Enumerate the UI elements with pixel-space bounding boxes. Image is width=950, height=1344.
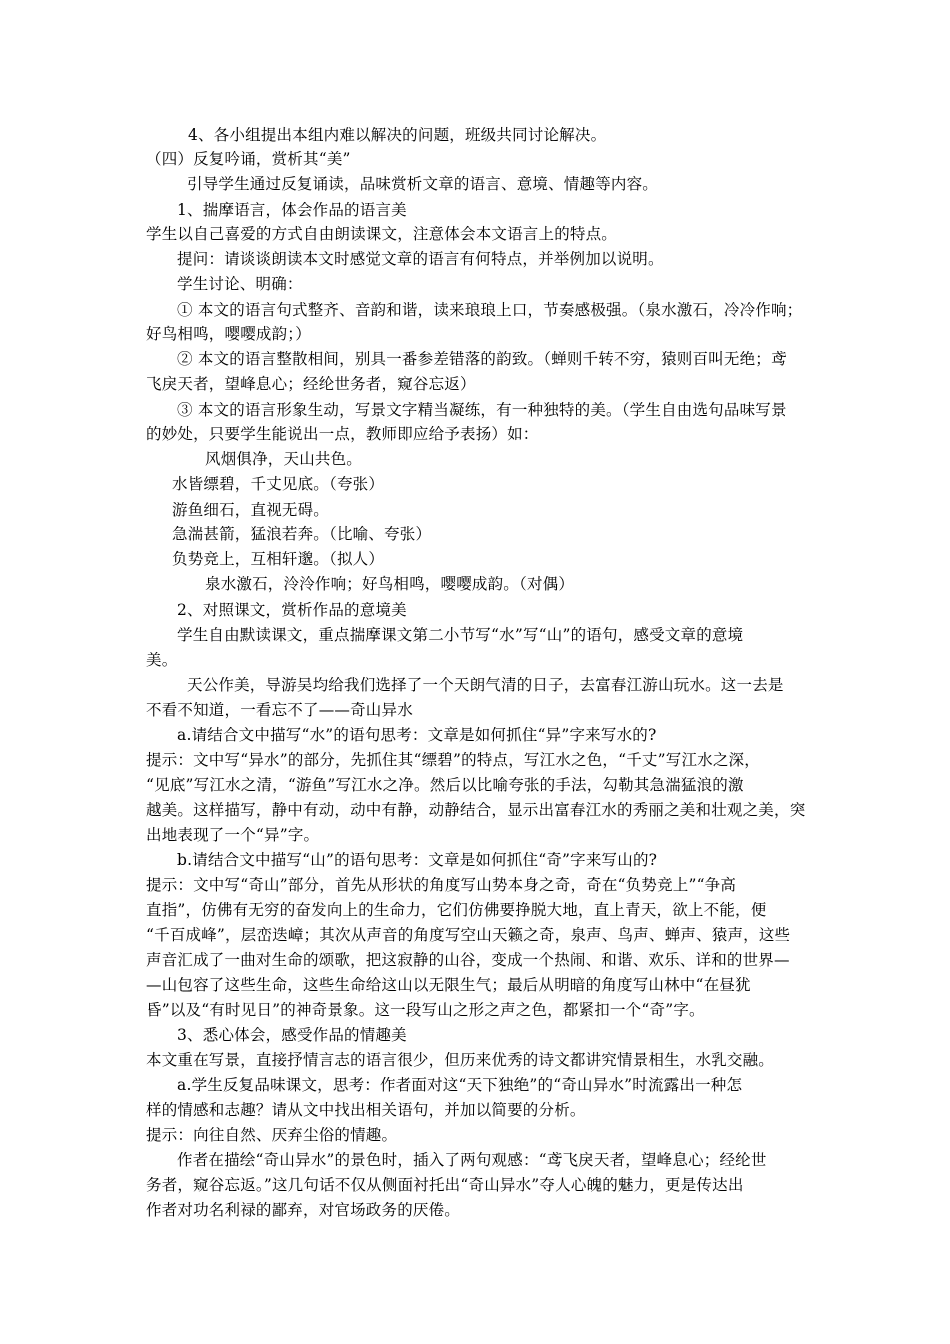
text-line: 提问：请谈谈朗读本文时感觉文章的语言有何特点，并举例加以说明。 (177, 250, 664, 268)
text-line: 越美。这样描写，静中有动，动中有静，动静结合，显示出富春江水的秀丽之美和壮观之美，突 (146, 801, 806, 819)
text-line: “见底”写江水之清，“游鱼”写江水之净。然后以比喻夸张的手法，勾勒其急湍猛浪的激 (146, 776, 744, 794)
example-line: 水皆缥碧，千丈见底。（夸张） (172, 475, 385, 493)
text-line: 作者在描绘“奇山异水”的景色时，插入了两句观感：“鸢飞戾天者，望峰息心；经纶世 (177, 1151, 767, 1169)
text-line: 本文重在写景，直接抒情言志的语言很少，但历来优秀的诗文都讲究情景相生，水乳交融。 (146, 1051, 775, 1069)
text-line: 的妙处，只要学生能说出一点，教师即应给予表扬）如： (146, 425, 539, 443)
text-line: 飞戾天者，望峰息心；经纶世务者，窥谷忘返） (146, 375, 476, 393)
text-line: 直指”，仿佛有无穷的奋发向上的生命力，它们仿佛要挣脱大地，直上青天，欲上不能，便 (146, 901, 767, 919)
text-line: 不看不知道，一看忘不了——奇山异水 (146, 701, 413, 719)
text-line: 声音汇成了一曲对生命的颂歌，把这寂静的山谷，变成一个热闹、和谐、欢乐、详和的世界— (146, 951, 790, 969)
text-line: 好鸟相鸣，嘤嘤成韵；） (146, 325, 311, 343)
example-line: 泉水激石，泠泠作响；好鸟相鸣，嘤嘤成韵。（对偶） (205, 575, 575, 593)
text-line: 务者，窥谷忘返。”这几句话不仅从侧面衬托出“奇山异水”夺人心魄的魅力，更是传达出 (146, 1176, 744, 1194)
text-line: “千百成峰”，层峦迭嶂；其次从声音的角度写空山天籁之奇，泉声、鸟声、蝉声、猿声，这些 (146, 926, 791, 944)
text-line: ③ 本文的语言形象生动，写景文字精当凝练，有一种独特的美。（学生自由选句品味写景 (177, 401, 787, 419)
text-line: 学生以自己喜爱的方式自由朗读课文，注意体会本文语言上的特点。 (146, 225, 618, 243)
subsection-heading: 1、揣摩语言，体会作品的语言美 (177, 201, 407, 219)
example-line: 急湍甚箭，猛浪若奔。（比喻、夸张） (172, 525, 432, 543)
text-line: 引导学生通过反复诵读，品味赏析文章的语言、意境、情趣等内容。 (187, 175, 659, 193)
text-line: 4、各小组提出本组内难以解决的问题，班级共同讨论解决。 (188, 126, 607, 144)
text-line: 提示：文中写“奇山”部分，首先从形状的角度写山势本身之奇，奇在“负势竞上”“争高 (146, 876, 737, 894)
question-line: a.请结合文中描写“水”的语句思考：文章是如何抓住“异”字来写水的? (177, 726, 657, 744)
text-line: 昏”以及“有时见日”的神奇景象。这一段写山之形之声之色，都紧扣一个“奇”字。 (146, 1001, 705, 1019)
example-line: 游鱼细石，直视无碍。 (172, 501, 330, 519)
text-line: 学生自由默读课文，重点揣摩课文第二小节写“水”写“山”的语句，感受文章的意境 (177, 626, 744, 644)
text-line: 提示：向往自然、厌弃尘俗的情趣。 (146, 1126, 398, 1144)
text-line: 出地表现了一个“异”字。 (146, 826, 320, 844)
question-line: a.学生反复品味课文，思考：作者面对这“天下独绝”的“奇山异水”时流露出一种怎 (177, 1076, 743, 1094)
text-line: —山包容了这些生命，这些生命给这山以无限生气；最后从明暗的角度写山林中“在昼犹 (146, 976, 751, 994)
text-line: ① 本文的语言句式整齐、音韵和谐，读来琅琅上口，节奏感极强。（泉水激石，冷冷作响； (177, 301, 803, 319)
example-line: 风烟俱净，天山共色。 (205, 450, 363, 468)
subsection-heading: 2、对照课文，赏析作品的意境美 (177, 601, 407, 619)
text-line: ② 本文的语言整散相间，别具一番参差错落的韵致。（蝉则千转不穷，猿则百叫无绝；鸢 (177, 350, 787, 368)
text-line: 提示：文中写“异水”的部分，先抓住其“缥碧”的特点，写江水之色，“千丈”写江水之深， (146, 751, 760, 769)
section-heading: （四）反复吟诵，赏析其“美” (146, 150, 351, 168)
subsection-heading: 3、悉心体会，感受作品的情趣美 (177, 1026, 407, 1044)
text-line: 美。 (146, 651, 178, 669)
text-line: 学生讨论、明确： (177, 275, 303, 293)
text-line: 作者对功名利禄的鄙弃，对官场政务的厌倦。 (146, 1201, 461, 1219)
text-line: 天公作美，导游吴均给我们选择了一个天朗气清的日子，去富春江游山玩水。这一去是 (187, 676, 784, 694)
example-line: 负势竞上，互相轩邈。（拟人） (172, 550, 385, 568)
text-line: 样的情感和志趣？请从文中找出相关语句，并加以简要的分析。 (146, 1101, 586, 1119)
question-line: b.请结合文中描写“山”的语句思考：文章是如何抓住“奇”字来写山的? (177, 851, 658, 869)
